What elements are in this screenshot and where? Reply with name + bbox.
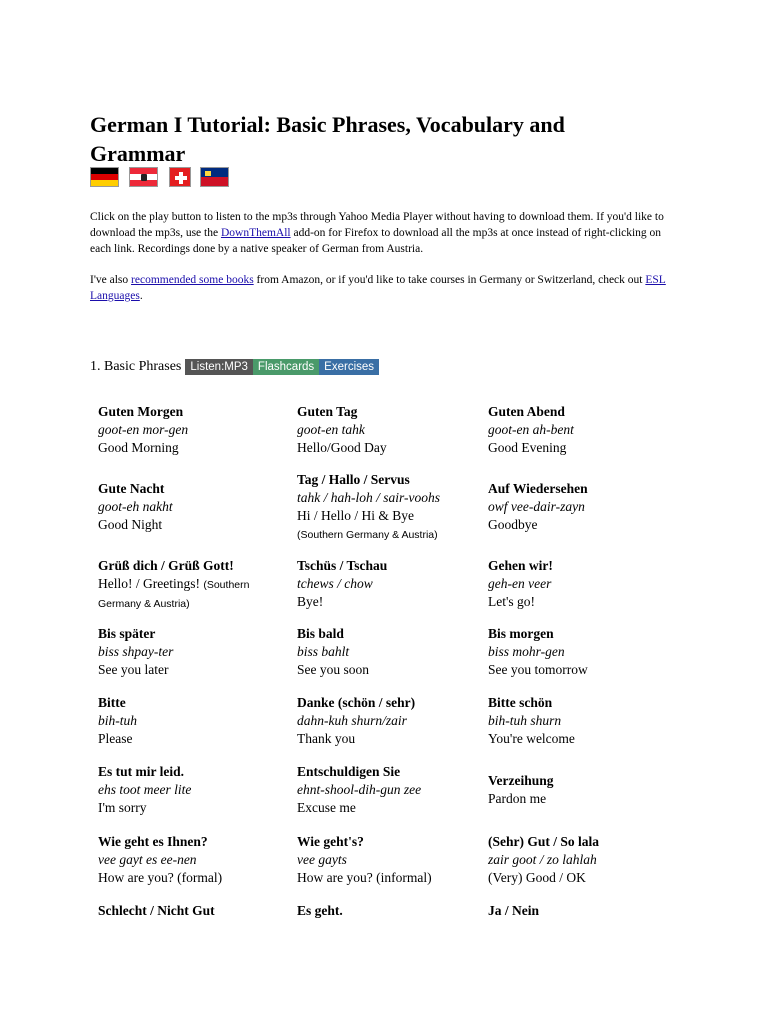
- phrase-german: Guten Morgen: [98, 404, 184, 419]
- switzerland-flag-icon: [169, 167, 191, 187]
- phrase-german: Guten Tag: [297, 404, 358, 419]
- phrase-pronunciation: dahn-kuh shurn/zair: [297, 713, 407, 728]
- phrase-pronunciation: geh-en veer: [488, 576, 552, 591]
- phrase-english: Let's go!: [488, 594, 536, 609]
- phrase-english: Excuse me: [297, 800, 356, 815]
- phrase-cell: [98, 557, 288, 613]
- phrase-pronunciation: goot-en mor-gen: [98, 422, 189, 437]
- phrase-pronunciation: vee gayt es ee-nen: [98, 852, 197, 867]
- phrase-english: See you soon: [297, 662, 369, 677]
- phrase-cell: [488, 625, 678, 679]
- phrase-german: (Sehr) Gut / So lala: [488, 834, 600, 849]
- phrase-pronunciation: biss shpay-ter: [98, 644, 174, 659]
- phrase-german: Ja / Nein: [488, 903, 540, 918]
- intro-text: add-on for Firefox to download all the mp3s at once instead of right-clicking on each link. Recordings done by a native speaker of German from Austria.: [90, 227, 662, 255]
- phrase-german: Es geht.: [297, 903, 343, 918]
- phrase-cell: [297, 763, 482, 817]
- intro-paragraph: [90, 209, 670, 257]
- phrase-pronunciation: biss mohr-gen: [488, 644, 565, 659]
- books-text: .: [139, 290, 143, 302]
- phrase-german: Tag / Hallo / Servus: [297, 472, 410, 487]
- phrase-english: Hi / Hello / Hi & Bye: [297, 508, 414, 523]
- phrase-english: Please: [98, 731, 133, 746]
- books-paragraph: [90, 272, 670, 304]
- section-heading: [90, 359, 379, 375]
- phrase-cell: [297, 625, 482, 679]
- phrase-pronunciation: ehnt-shool-dih-gun zee: [297, 782, 422, 797]
- phrase-english: [98, 575, 288, 613]
- section-title: 1. Basic Phrases: [90, 359, 182, 374]
- phrase-cell: [488, 902, 678, 920]
- flashcards-button[interactable]: Flashcards: [253, 359, 319, 375]
- phrase-english: Bye!: [297, 594, 324, 609]
- phrase-cell: [488, 557, 678, 611]
- phrase-pronunciation: vee gayts: [297, 852, 347, 867]
- phrase-german: Tschüs / Tschau: [297, 558, 388, 573]
- recommended-books-link[interactable]: recommended some books: [131, 274, 254, 286]
- phrase-pronunciation: tahk / hah-loh / sair-voohs: [297, 490, 440, 505]
- phrase-german: Bis morgen: [488, 626, 554, 641]
- liechtenstein-flag-icon: [200, 167, 229, 187]
- phrase-cell: [98, 403, 288, 457]
- phrase-cell: [297, 902, 482, 920]
- phrase-cell: [297, 471, 482, 544]
- phrase-german: Wie geht es Ihnen?: [98, 834, 208, 849]
- phrase-pronunciation: bih-tuh: [98, 713, 137, 728]
- listen-mp3-button[interactable]: Listen:MP3: [185, 359, 253, 375]
- phrase-german: Grüß dich / Grüß Gott!: [98, 558, 234, 573]
- phrase-english: (Very) Good / OK: [488, 870, 586, 885]
- phrase-german: Bis bald: [297, 626, 344, 641]
- phrase-german: Gute Nacht: [98, 481, 165, 496]
- downthemall-link[interactable]: DownThemAll: [220, 227, 291, 239]
- germany-flag-icon: [90, 167, 119, 187]
- phrase-german: Danke (schön / sehr): [297, 695, 416, 710]
- phrase-german: Schlecht / Nicht Gut: [98, 903, 215, 918]
- phrase-cell: [488, 694, 678, 748]
- phrase-cell: [98, 694, 288, 748]
- phrase-english: Goodbye: [488, 517, 538, 532]
- page-title: German I Tutorial: Basic Phrases, Vocabulary and Grammar: [90, 112, 565, 166]
- phrase-pronunciation: owf vee-dair-zayn: [488, 499, 585, 514]
- phrase-pronunciation: goot-en tahk: [297, 422, 365, 437]
- phrase-cell: [488, 833, 678, 887]
- phrase-german: Bis später: [98, 626, 156, 641]
- exercises-button[interactable]: Exercises: [319, 359, 379, 375]
- phrase-english: See you tomorrow: [488, 662, 588, 677]
- phrase-note: (Southern Germany & Austria): [297, 529, 438, 541]
- phrase-pronunciation: bih-tuh shurn: [488, 713, 562, 728]
- phrase-pronunciation: biss bahlt: [297, 644, 350, 659]
- phrase-english: Thank you: [297, 731, 356, 746]
- phrase-cell: [98, 763, 288, 817]
- phrase-cell: [297, 833, 482, 887]
- phrase-cell: [98, 833, 288, 887]
- phrase-english: Pardon me: [488, 791, 547, 806]
- phrase-pronunciation: ehs toot meer lite: [98, 782, 192, 797]
- phrase-cell: [297, 694, 482, 748]
- phrase-pronunciation: zair goot / zo lahlah: [488, 852, 597, 867]
- phrase-english: How are you? (informal): [297, 870, 432, 885]
- phrase-english: You're welcome: [488, 731, 575, 746]
- phrase-cell: [297, 403, 482, 457]
- phrase-german: Verzeihung: [488, 773, 554, 788]
- phrase-english: Good Morning: [98, 440, 179, 455]
- phrase-cell: [488, 772, 678, 808]
- phrase-cell: [98, 902, 288, 920]
- esl-languages-link[interactable]: ESL Languages: [90, 274, 666, 302]
- phrase-cell: [488, 480, 678, 534]
- phrase-english: Hello/Good Day: [297, 440, 387, 455]
- books-text: from Amazon, or if you'd like to take courses in Germany or Switzerland, check out: [253, 274, 646, 286]
- phrase-cell: [488, 403, 678, 457]
- phrase-german: Wie geht's?: [297, 834, 364, 849]
- phrase-english: I'm sorry: [98, 800, 147, 815]
- phrase-pronunciation: goot-en ah-bent: [488, 422, 574, 437]
- phrase-cell: [297, 557, 482, 611]
- books-text: I've also: [90, 274, 132, 286]
- phrase-german: Bitte schön: [488, 695, 553, 710]
- phrase-english: See you later: [98, 662, 169, 677]
- phrase-english: How are you? (formal): [98, 870, 223, 885]
- phrase-english: Good Evening: [488, 440, 567, 455]
- phrase-cell: [98, 625, 288, 679]
- phrase-english: Good Night: [98, 517, 163, 532]
- phrase-pronunciation: tchews / chow: [297, 576, 373, 591]
- phrase-english-text: Hello! / Greetings!: [98, 576, 200, 591]
- phrase-cell: [98, 480, 288, 534]
- phrase-note: (Southern Germany & Austria): [98, 579, 250, 610]
- phrase-german: Guten Abend: [488, 404, 565, 419]
- phrase-german: Gehen wir!: [488, 558, 553, 573]
- phrase-german: Entschuldigen Sie: [297, 764, 401, 779]
- intro-text: Click on the play button to listen to the mp3s through Yahoo Media Player without having to download them. If you'd like to download the mp3s, use the: [90, 211, 664, 239]
- phrase-pronunciation: goot-eh nakht: [98, 499, 173, 514]
- phrase-german: Bitte: [98, 695, 126, 710]
- austria-flag-icon: [129, 167, 158, 187]
- phrase-german: Es tut mir leid.: [98, 764, 185, 779]
- phrase-german: Auf Wiedersehen: [488, 481, 588, 496]
